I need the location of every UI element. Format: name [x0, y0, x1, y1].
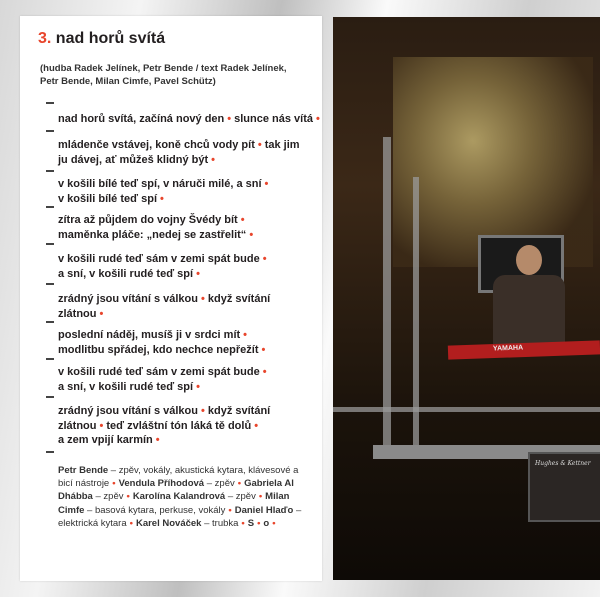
- separator-dash: [46, 396, 54, 398]
- verse-3: v košili bílé teď spí, v náruči milé, a sní • v košili bílé teď spí •: [58, 178, 269, 205]
- separator-dash: [46, 102, 54, 104]
- separator-dash: [46, 130, 54, 132]
- concert-photo: [333, 17, 600, 580]
- musician-credits: Petr Bende – zpěv, vokály, akustická kytara, klávesové a bicí nástroje • Vendula Příhodová – zpěv • Gabriela Al Dhábba – zpěv • Karolína Kalandrová – zpěv • Milan Cimfe – basová kytara, perkuse, vokály • Daniel Hlaďo – elektrická kytara • Karel Nováček – trubka • S • o •: [58, 465, 302, 529]
- separator-dash: [46, 206, 54, 208]
- song-title: [38, 30, 165, 48]
- separator-dash: [46, 243, 54, 245]
- song-credits: (hudba Radek Jelínek, Petr Bende / text Radek Jelínek, Petr Bende, Milan Cimfe, Pavel Schütz): [40, 63, 287, 87]
- keyboard-instrument: [448, 340, 600, 359]
- separator-dash: [46, 170, 54, 172]
- stage-truss: [333, 407, 600, 412]
- keyboard-player-body: [493, 275, 565, 345]
- verse-4: zítra až půjdem do vojny Švédy bít • maměnka pláče: „nedej se zastřelit“ •: [58, 214, 254, 241]
- verse-6: zrádný jsou vítání s válkou • když svítání zlátnou •: [58, 293, 271, 320]
- verse-7: poslední náděj, musíš ji v srdci mít • modlitbu spřádej, kdo nechce nepřežít •: [58, 329, 266, 356]
- separator-dash: [46, 321, 54, 323]
- separator-dash: [46, 451, 54, 453]
- track-number: 3.: [38, 30, 52, 47]
- track-title: nad horů svítá: [55, 30, 166, 47]
- keyboard-brand: YAMAHA: [492, 344, 524, 353]
- keyboard-player: [516, 245, 542, 275]
- verse-8: v košili rudé teď sám v zemi spát bude • a sní, v košili rudé teď spí •: [58, 366, 267, 393]
- verse-1: nad horů svítá, začíná nový den • slunce nás vítá •: [58, 113, 320, 125]
- verse-2: mládenče vstávej, koně chců vody pít • tak jim ju dávej, ať můžeš klidný být •: [58, 139, 300, 166]
- amp-brand: Hughes & Kettner: [535, 460, 591, 467]
- separator-dash: [46, 283, 54, 285]
- stage-truss: [413, 177, 419, 457]
- separator-dash: [46, 358, 54, 360]
- verse-5: v košili rudé teď sám v zemi spát bude • a sní, v košili rudé teď spí •: [58, 253, 267, 280]
- verse-9: zrádný jsou vítání s válkou • když svítání zlátnou • teď zvláštní tón láká tě dolů • a zem vpijí karmín •: [58, 405, 271, 446]
